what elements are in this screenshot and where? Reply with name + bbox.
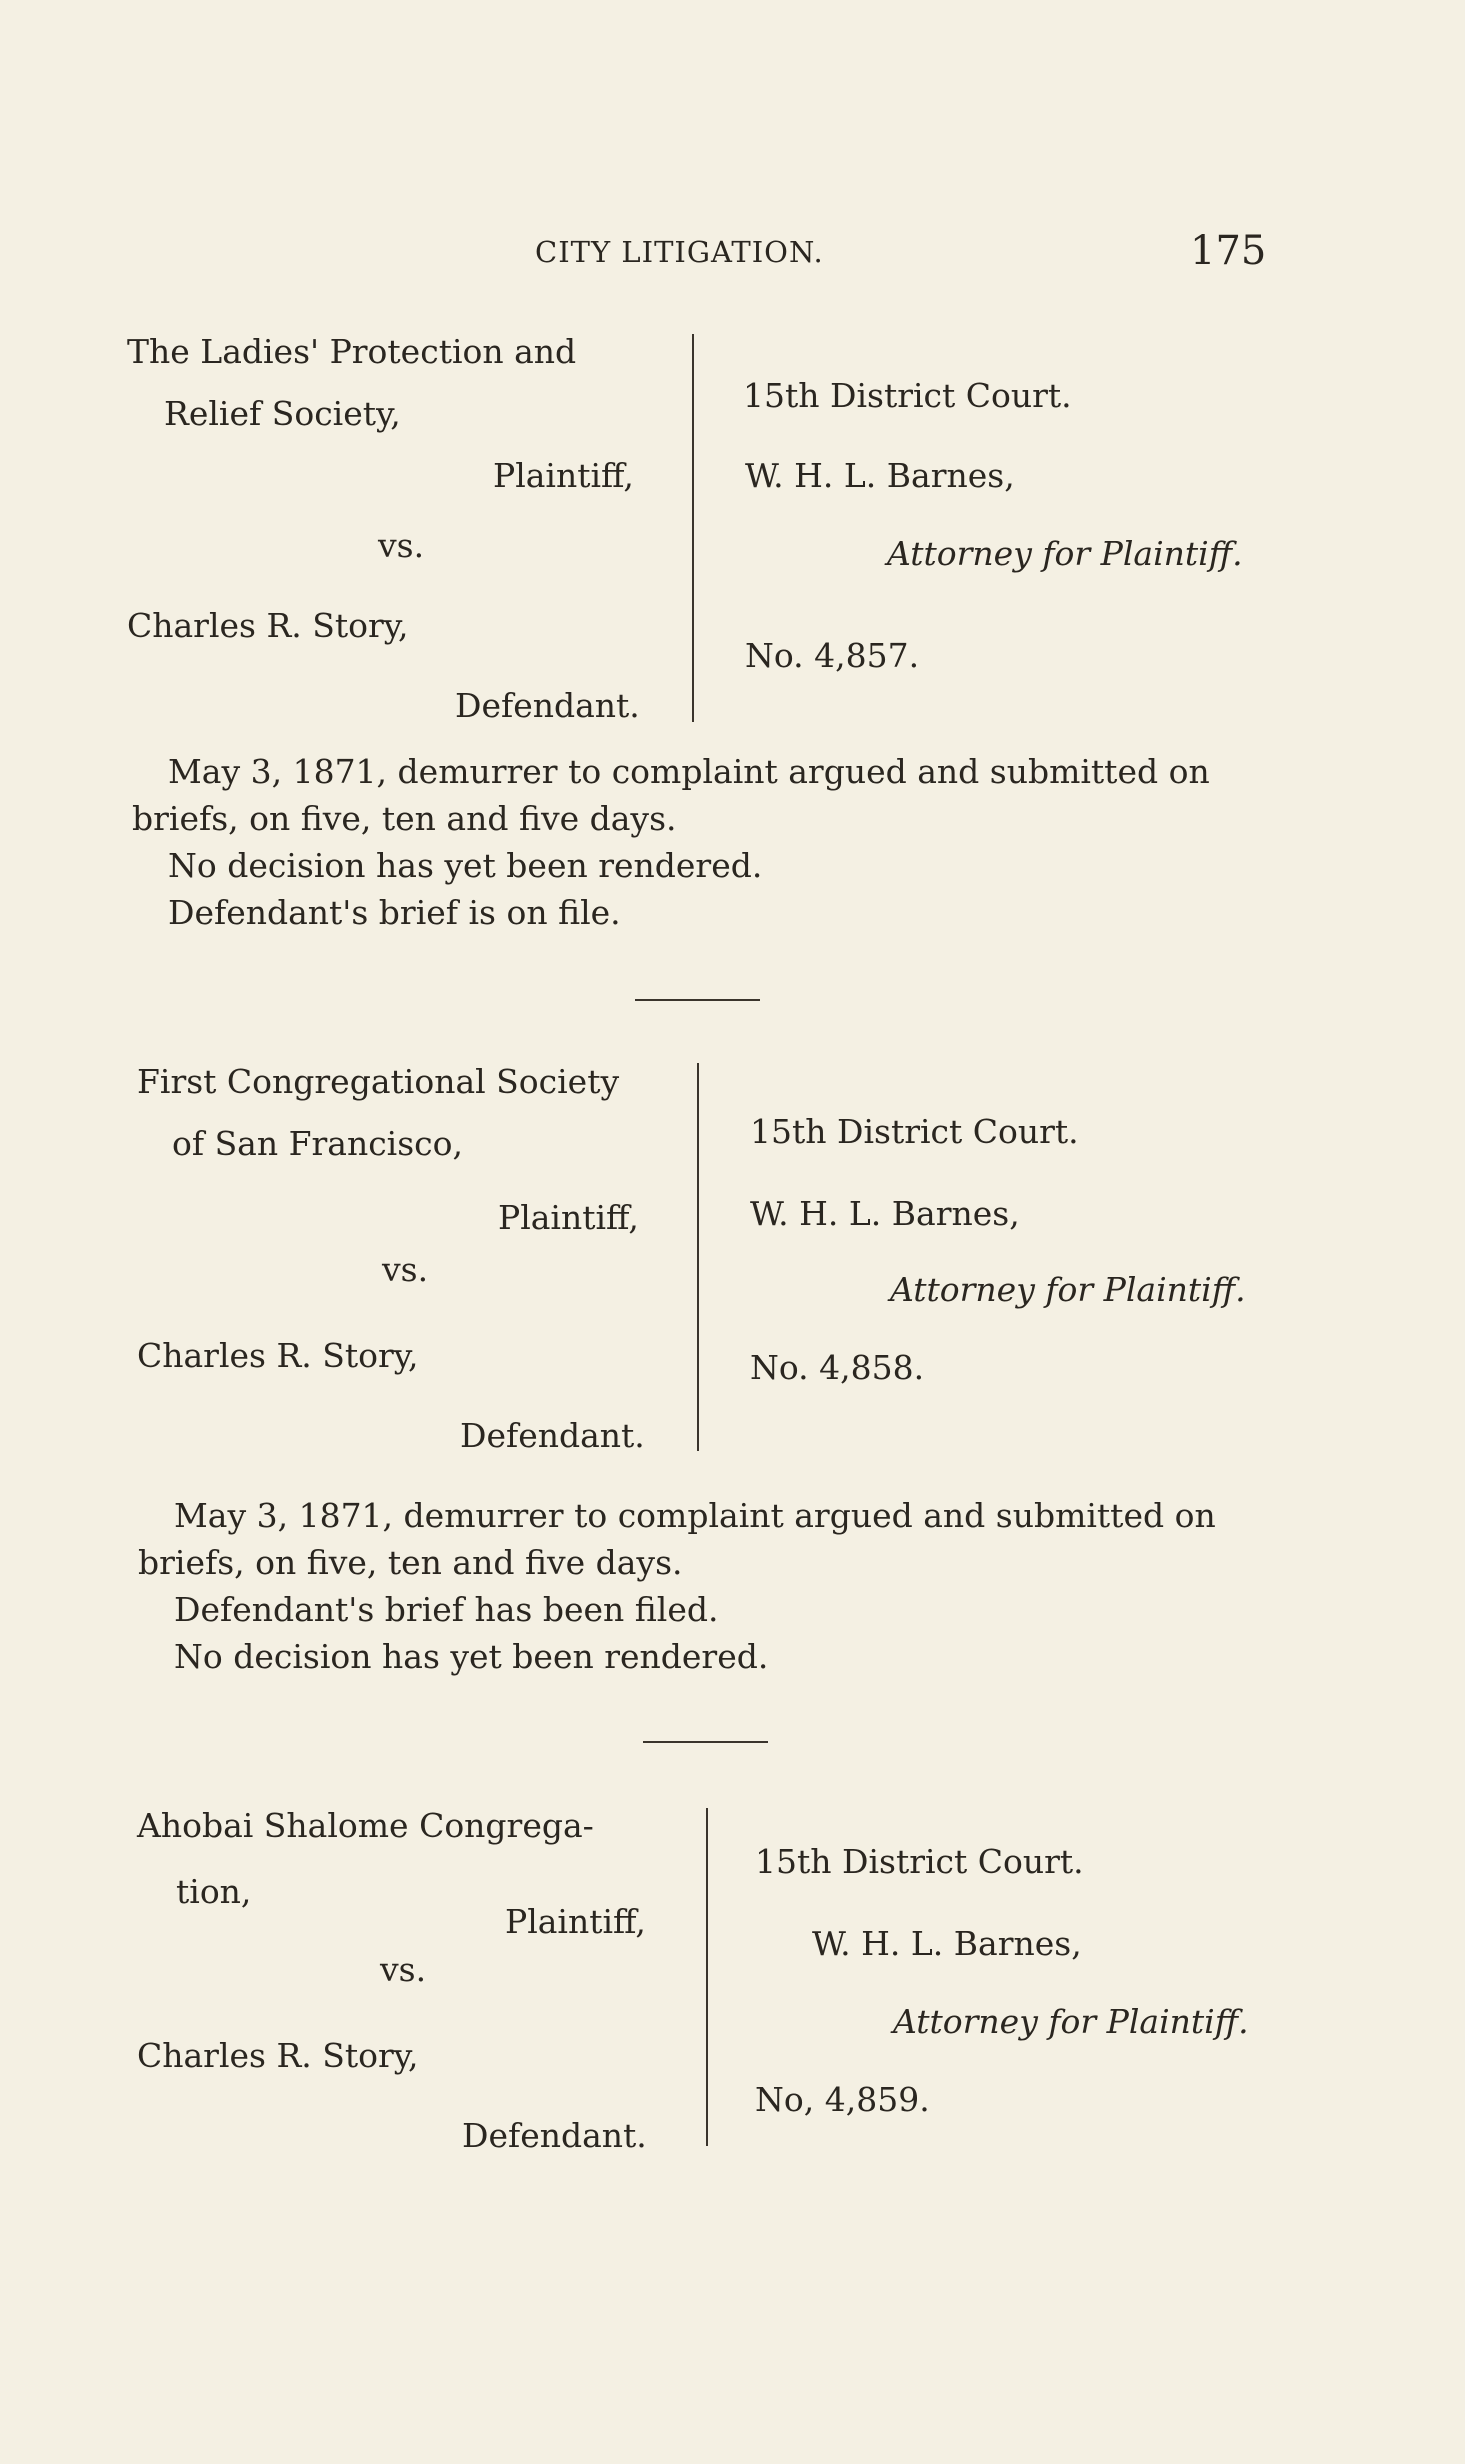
- attorney-name: W. H. L. Barnes,: [750, 1194, 1020, 1233]
- case-brace: [697, 1063, 699, 1451]
- defendant-name: Charles R. Story,: [137, 1336, 419, 1375]
- plaintiff-role: Plaintiff,: [493, 456, 634, 495]
- case-number: No, 4,859.: [755, 2080, 930, 2119]
- case-note: briefs, on five, ten and five days.: [138, 1543, 683, 1582]
- versus: vs.: [382, 1250, 429, 1289]
- case-caption-plaintiff-line2: Relief Society,: [164, 394, 401, 433]
- attorney-name: W. H. L. Barnes,: [812, 1924, 1082, 1963]
- page-number: 175: [1190, 228, 1267, 274]
- case-note: Defendant's brief is on file.: [168, 893, 621, 932]
- case-caption-plaintiff-line1: First Congregational Society: [137, 1062, 620, 1101]
- case-caption-plaintiff-line2: of San Francisco,: [172, 1124, 464, 1163]
- defendant-role: Defendant.: [460, 1416, 645, 1455]
- attorney-role: Attorney for Plaintiff.: [890, 1270, 1246, 1309]
- case-note: May 3, 1871, demurrer to complaint argued and submitted on: [168, 752, 1210, 791]
- defendant-role: Defendant.: [455, 686, 640, 725]
- defendant-name: Charles R. Story,: [127, 606, 409, 645]
- case-brace: [692, 334, 694, 722]
- court-name: 15th District Court.: [750, 1112, 1079, 1151]
- attorney-name: W. H. L. Barnes,: [745, 456, 1015, 495]
- running-title: CITY LITIGATION.: [535, 235, 824, 269]
- case-note: May 3, 1871, demurrer to complaint argued and submitted on: [174, 1496, 1216, 1535]
- case-number: No. 4,857.: [745, 636, 920, 675]
- case-note: No decision has yet been rendered.: [168, 846, 763, 885]
- court-name: 15th District Court.: [755, 1842, 1084, 1881]
- attorney-role: Attorney for Plaintiff.: [887, 534, 1243, 573]
- case-note: Defendant's brief has been filed.: [174, 1590, 719, 1629]
- case-caption-plaintiff-line2: tion,: [176, 1872, 252, 1911]
- defendant-name: Charles R. Story,: [137, 2036, 419, 2075]
- section-divider: [643, 1741, 768, 1743]
- case-brace: [706, 1808, 708, 2146]
- case-number: No. 4,858.: [750, 1348, 925, 1387]
- case-caption-plaintiff-line1: The Ladies' Protection and: [127, 332, 577, 371]
- case-note: briefs, on five, ten and five days.: [132, 799, 677, 838]
- versus: vs.: [380, 1950, 427, 1989]
- case-note: No decision has yet been rendered.: [174, 1637, 769, 1676]
- case-caption-plaintiff-line1: Ahobai Shalome Congrega-: [137, 1806, 594, 1845]
- plaintiff-role: Plaintiff,: [505, 1902, 646, 1941]
- defendant-role: Defendant.: [462, 2116, 647, 2155]
- court-name: 15th District Court.: [743, 376, 1072, 415]
- versus: vs.: [378, 526, 425, 565]
- plaintiff-role: Plaintiff,: [498, 1198, 639, 1237]
- attorney-role: Attorney for Plaintiff.: [893, 2002, 1249, 2041]
- section-divider: [635, 999, 760, 1001]
